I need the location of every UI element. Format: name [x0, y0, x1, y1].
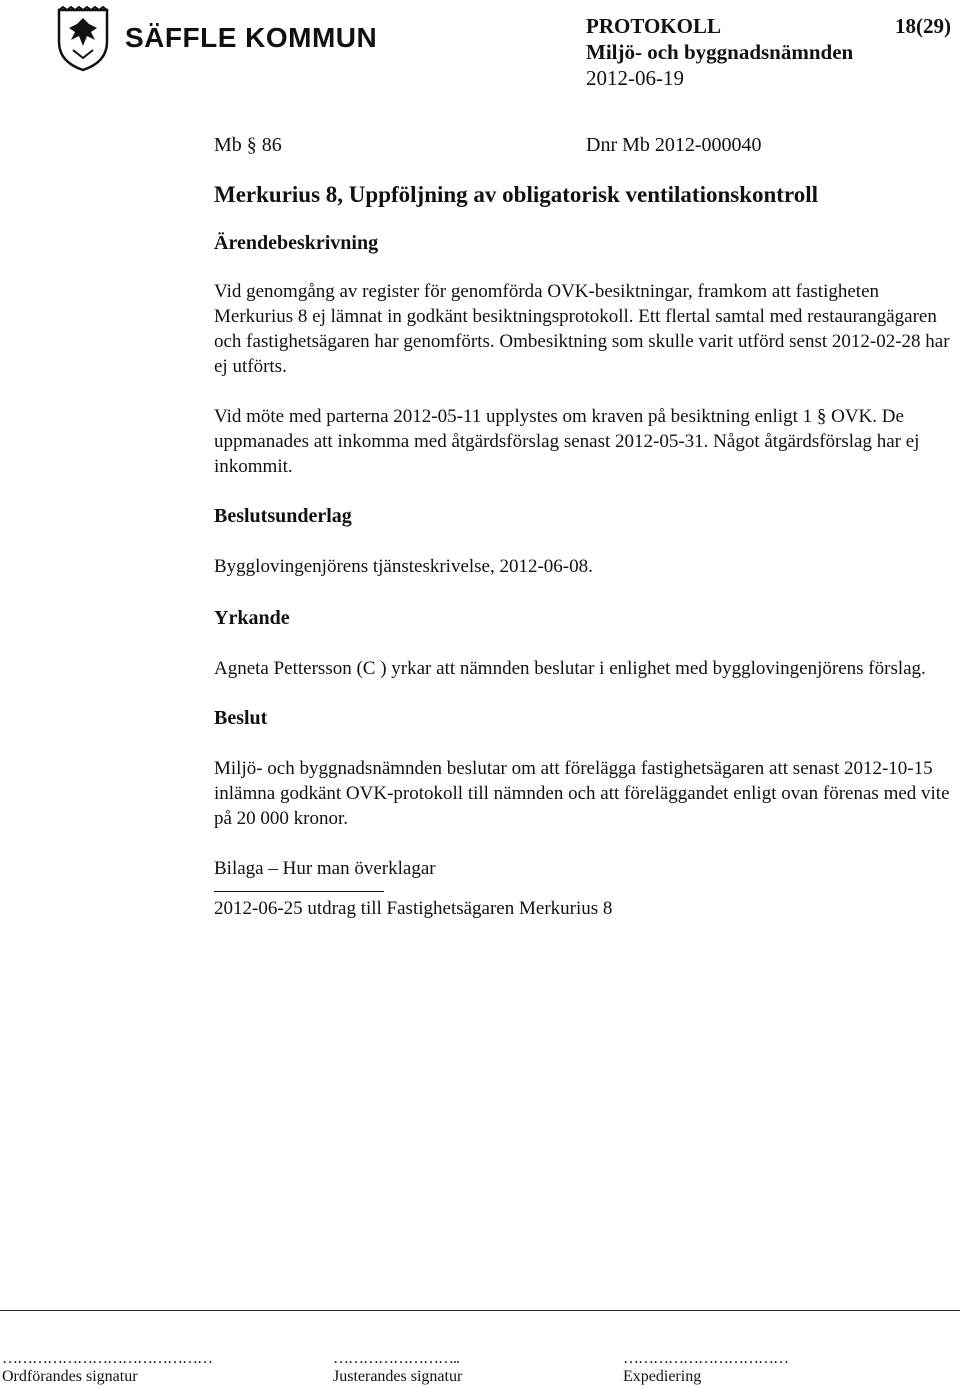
divider [214, 891, 384, 892]
chair-signature-label: Ordförandes signatur [2, 1368, 138, 1385]
heading-beslutsunderlag: Beslutsunderlag [214, 505, 352, 527]
heading-yrkande: Yrkande [214, 607, 290, 629]
dispatch-signature-label: Expediering [623, 1368, 702, 1385]
board-name: Miljö- och byggnadsnämnden [586, 40, 854, 64]
page-title: Merkurius 8, Uppföljning av obligatorisk ventilationskontroll [214, 182, 819, 207]
arende-paragraph-1: Vid genomgång av register för genomförda OVK-besiktningar, framkom att fastigheten Merkurius 8 ej lämnat in godkänt besiktningsprotokoll. Ett flertal samtal med restaurangägaren och fastighetsägaren har genomförts. Ombesiktning som skulle varit utförd senst 2012-02-28 har ej utförts. [214, 281, 950, 377]
reference-line [214, 132, 956, 160]
beslutsunderlag-text: Bygglovingenjörens tjänsteskrivelse, 2012-06-08. [214, 556, 593, 577]
municipality-logo [55, 6, 378, 74]
main-content [214, 132, 956, 921]
meeting-date: 2012-06-19 [586, 66, 684, 90]
yrkande-text: Agneta Pettersson (C ) yrkar att nämnden beslutar i enlighet med bygglovingenjörens förslag. [214, 658, 926, 679]
case-number: Dnr Mb 2012-000040 [586, 134, 762, 156]
arende-paragraph-2: Vid möte med parterna 2012-05-11 upplystes om kraven på besiktning enligt 1 § OVK. De uppmanades att inkomma med åtgärdsförslag senast 2012-05-31. Något åtgärdsförslag har ej inkommit. [214, 406, 920, 477]
footer-divider [0, 1310, 960, 1311]
page-number: 18(29) [895, 14, 951, 38]
heading-beslut: Beslut [214, 707, 268, 729]
adjuster-signature-line: …………………….. [333, 1350, 459, 1367]
chair-signature-line: …………………………………… [2, 1350, 212, 1367]
adjuster-signature-label: Justerandes signatur [333, 1368, 463, 1385]
dispatch-note: 2012-06-25 utdrag till Fastighetsägaren Merkurius 8 [214, 898, 613, 919]
heading-arendebeskrivning: Ärendebeskrivning [214, 232, 379, 254]
bilaga-line: Bilaga – Hur man överklagar [214, 858, 436, 879]
dispatch-signature-line: …………………………… [623, 1350, 788, 1367]
beslut-text: Miljö- och byggnadsnämnden beslutar om att förelägga fastighetsägaren att senast 2012-10-15 inlämna godkänt OVK-protokoll till nämnden och att föreläggandet enligt ovan förenas med vite på 20 000 kronor. [214, 758, 950, 829]
org-name: SÄFFLE KOMMUN [125, 22, 378, 53]
coat-of-arms-icon [55, 6, 111, 72]
paragraph-number: Mb § 86 [214, 134, 282, 156]
doc-type: PROTOKOLL [586, 14, 721, 38]
